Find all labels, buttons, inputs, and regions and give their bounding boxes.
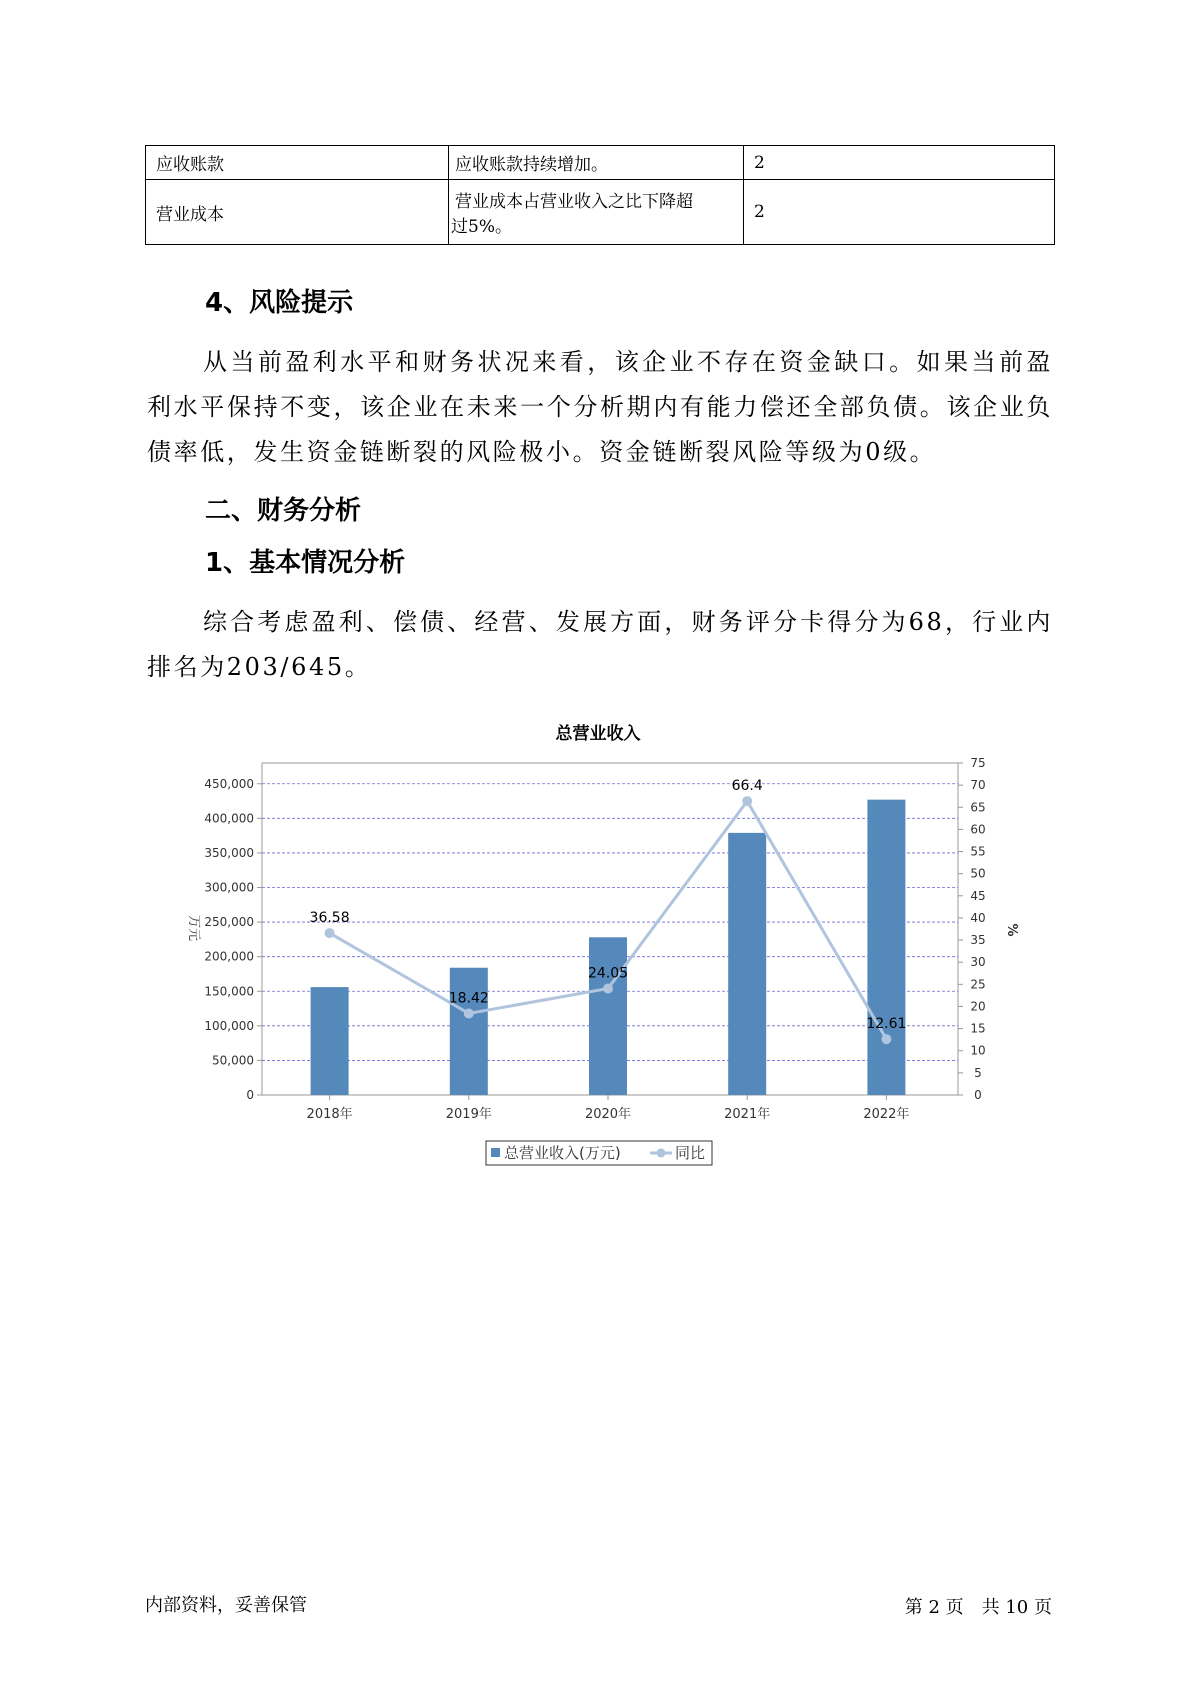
legend-line-marker xyxy=(657,1149,666,1158)
y2-tick-label: 50 xyxy=(970,866,986,881)
y2-tick-label: 40 xyxy=(970,910,986,925)
y-tick-label: 50,000 xyxy=(212,1053,254,1068)
y-tick-label: 300,000 xyxy=(204,880,254,895)
legend-bar-swatch xyxy=(491,1148,500,1157)
y2-tick-label: 70 xyxy=(970,778,986,793)
risk-paragraph-text: 从当前盈利水平和财务状况来看，该企业不存在资金缺口。如果当前盈利水平保持不变，该企业在未来一个分析期内有能力偿还全部负债。该企业负债率低，发生资金链断裂的风险极小。资金链断裂风险等级为0级。 xyxy=(147,348,1053,466)
table-cell-score: 2 xyxy=(744,180,1055,245)
legend-line-label: 同比 xyxy=(675,1144,706,1162)
yoy-data-label: 18.42 xyxy=(448,990,489,1007)
yoy-point xyxy=(603,984,613,994)
section-heading-basic: 1、基本情况分析 xyxy=(205,548,406,578)
y2-tick-label: 55 xyxy=(970,844,986,859)
table-cell-item: 应收账款 xyxy=(146,146,449,180)
page-prefix: 第 xyxy=(904,1597,923,1618)
yoy-point xyxy=(464,1008,474,1018)
yoy-data-label: 12.61 xyxy=(866,1016,907,1033)
bar xyxy=(311,987,349,1095)
footer-confidential: 内部资料，妥善保管 xyxy=(145,1595,307,1616)
y2-axis-label: % xyxy=(1004,923,1019,937)
y2-tick-label: 20 xyxy=(970,999,986,1014)
yoy-data-label: 36.58 xyxy=(309,910,350,927)
y-tick-label: 150,000 xyxy=(204,984,254,999)
y2-tick-label: 75 xyxy=(970,756,986,770)
chart-legend xyxy=(486,1141,712,1165)
table-cell-desc-text-line2: 过5%。 xyxy=(451,217,512,237)
y2-tick-label: 5 xyxy=(974,1065,982,1080)
chart-title: 总营业收入 xyxy=(555,724,641,744)
y2-tick-label: 30 xyxy=(970,955,986,970)
x-tick-label: 2021年 xyxy=(724,1107,771,1122)
page-current: 2 xyxy=(928,1597,940,1618)
chart-bars xyxy=(311,800,906,1095)
y2-tick-label: 60 xyxy=(970,822,986,837)
bar xyxy=(589,937,627,1095)
y-tick-label: 0 xyxy=(246,1088,254,1102)
table-cell-desc-text: 营业成本占营业收入之比下降超 xyxy=(455,192,693,212)
basic-paragraph-text: 综合考虑盈利、偿债、经营、发展方面，财务评分卡得分为68，行业内排名为203/645。 xyxy=(147,608,1053,681)
y2-tick-label: 45 xyxy=(970,888,986,903)
x-tick-label: 2022年 xyxy=(863,1107,910,1122)
legend-bar-label: 总营业收入(万元) xyxy=(504,1144,621,1162)
table-cell-item: 营业成本 xyxy=(146,180,449,245)
y2-tick-label: 25 xyxy=(970,977,986,992)
yoy-point xyxy=(881,1034,891,1044)
x-tick-label: 2019年 xyxy=(445,1107,492,1122)
y-tick-label: 450,000 xyxy=(204,776,254,791)
section-heading-finance: 二、财务分析 xyxy=(205,496,362,526)
y-axis-label: 万元 xyxy=(186,914,201,942)
bar xyxy=(867,800,905,1095)
x-tick-label: 2018年 xyxy=(306,1107,353,1122)
bar xyxy=(450,968,488,1095)
y-tick-label: 350,000 xyxy=(204,845,254,860)
footer-page-number xyxy=(905,1593,1052,1619)
yoy-data-label: 24.05 xyxy=(587,965,629,982)
table-cell-desc-text: 应收账款持续增加。 xyxy=(455,155,608,175)
y-tick-label: 200,000 xyxy=(204,949,254,964)
x-tick-label: 2020年 xyxy=(584,1107,632,1122)
page-mid: 页 共 xyxy=(945,1597,1000,1618)
y2-tick-label: 35 xyxy=(970,933,986,948)
table-cell-score: 2 xyxy=(744,146,1055,180)
yoy-point xyxy=(742,796,752,806)
yoy-data-label: 66.4 xyxy=(731,778,763,795)
y2-tick-label: 10 xyxy=(970,1043,986,1058)
yoy-point xyxy=(325,928,335,938)
page-total: 10 xyxy=(1005,1597,1029,1618)
y2-tick-label: 65 xyxy=(970,800,986,815)
y2-tick-label: 15 xyxy=(970,1021,986,1036)
section-heading-risk: 4、风险提示 xyxy=(205,288,354,318)
bar xyxy=(728,833,766,1095)
y-tick-label: 100,000 xyxy=(204,1018,254,1033)
y-tick-label: 400,000 xyxy=(204,811,254,826)
y2-tick-label: 0 xyxy=(974,1088,982,1102)
y-tick-label: 250,000 xyxy=(204,915,254,930)
page-suffix: 页 xyxy=(1034,1597,1052,1618)
